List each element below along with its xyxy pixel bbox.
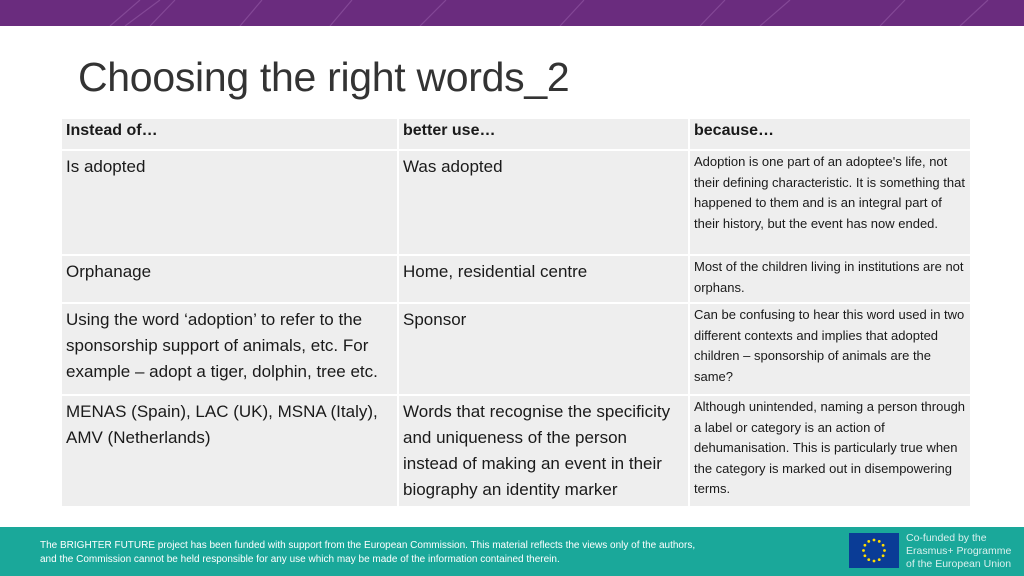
cell-instead: Orphanage — [61, 255, 398, 303]
eu-cofunding-label — [906, 532, 1021, 571]
table-row — [61, 303, 971, 395]
cell-instead: Is adopted — [61, 150, 398, 255]
header-better-use: better use… — [398, 118, 689, 150]
disclaimer-line-2: and the Commission cannot be held responsible for any use which may be made of the information contained therein. — [40, 553, 560, 565]
cell-instead: MENAS (Spain), LAC (UK), MSNA (Italy), AMV (Netherlands) — [61, 395, 398, 507]
funding-disclaimer — [40, 539, 800, 566]
table-row — [61, 150, 971, 255]
top-decorative-band — [0, 0, 1024, 26]
table-row — [61, 255, 971, 303]
eu-label-line-2: Erasmus+ Programme — [906, 545, 1012, 557]
cell-because: Most of the children living in institutions are not orphans. — [689, 255, 971, 303]
cell-because: Can be confusing to hear this word used in two different contexts and implies that adopted children – sponsorship of animals are the same? — [689, 303, 971, 395]
cell-because: Adoption is one part of an adoptee's life, not their defining characteristic. It is something that happened to them and is an integral part of their history, but the event has now ended. — [689, 150, 971, 255]
header-instead-of: Instead of… — [61, 118, 398, 150]
cell-because: Although unintended, naming a person through a label or category is an action of dehumanisation. This is particularly true when the category is marked out in disempowering terms. — [689, 395, 971, 507]
cell-better: Home, residential centre — [398, 255, 689, 303]
footer-band — [0, 527, 1024, 576]
header-because: because… — [689, 118, 971, 150]
eu-stars — [849, 533, 899, 568]
cell-better: Sponsor — [398, 303, 689, 395]
disclaimer-line-1: The BRIGHTER FUTURE project has been funded with support from the European Commission. This material reflects the views only of the authors, — [40, 540, 696, 551]
eu-flag-icon — [849, 533, 899, 568]
table-header-row — [61, 118, 971, 150]
eu-label-line-1: Co-funded by the — [906, 532, 987, 544]
band-pattern — [0, 0, 1024, 26]
eu-label-line-3: of the European Union — [906, 558, 1012, 570]
table-row — [61, 395, 971, 507]
cell-instead: Using the word ‘adoption’ to refer to the sponsorship support of animals, etc. For example – adopt a tiger, dolphin, tree etc. — [61, 303, 398, 395]
word-choice-table — [60, 117, 972, 508]
cell-better: Was adopted — [398, 150, 689, 255]
cell-better: Words that recognise the specificity and uniqueness of the person instead of making an event in their biography an identity marker — [398, 395, 689, 507]
slide-title: Choosing the right words_2 — [78, 54, 570, 100]
